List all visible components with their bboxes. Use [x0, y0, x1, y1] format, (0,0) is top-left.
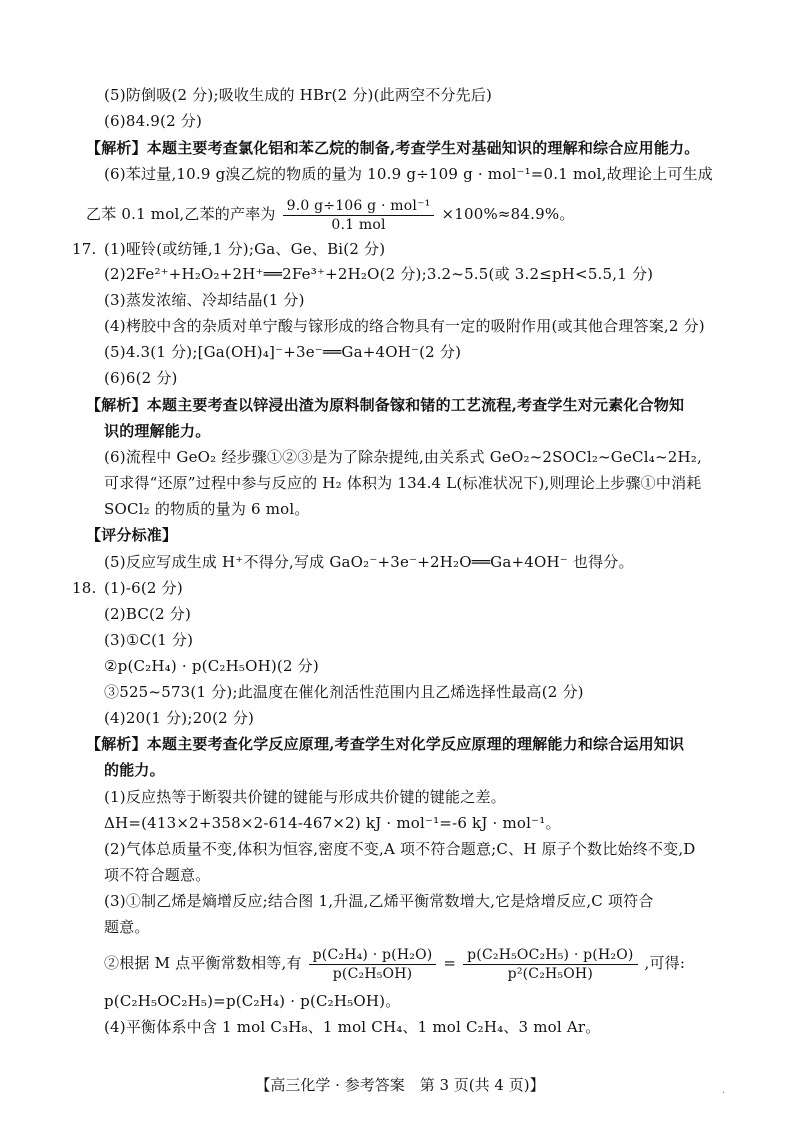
q16-part6: (6)84.9(2 分): [104, 112, 203, 130]
q17-grading-heading: 【评分标准】: [86, 526, 178, 544]
q18-part3-3: ③525~573(1 分);此温度在催化剂活性范围内且乙烯选择性最高(2 分): [104, 683, 584, 701]
q16-analysis-text: (6)苯过量,10.9 g溴乙烷的物质的量为 10.9 g÷109 g · mol⁻¹=0.1 mol,故理论上可生成: [104, 165, 713, 183]
q18-part3-1: (3)①C(1 分): [104, 631, 194, 649]
q17-analysis-heading: 【解析】本题主要考查以锌浸出渣为原料制备镓和锗的工艺流程,考查学生对元素化合物知: [86, 396, 685, 414]
q17-part2: (2)2Fe²⁺+H₂O₂+2H⁺══2Fe³⁺+2H₂O(2 分);3.2~5.5(或 3.2≤pH<5.5,1 分): [104, 265, 654, 283]
q17-part3: (3)蒸发浓缩、冷却结晶(1 分): [104, 291, 305, 309]
q18-analysis-3-cont: 题意。: [104, 918, 150, 936]
q18-analysis-1: (1)反应热等于断裂共价键的键能与形成共价键的键能之差。: [104, 788, 506, 806]
q17-part5: (5)4.3(1 分);[Ga(OH)₄]⁻+3e⁻══Ga+4OH⁻(2 分): [104, 343, 462, 361]
q17-part1: (1)哑铃(或纺锤,1 分);Ga、Ge、Bi(2 分): [104, 240, 386, 258]
q16-yield-line: 乙苯 0.1 mol,乙苯的产率为 $\frac{\text{9.0 g÷106 g · mol⁻¹}}{\text{0.1 mol}}$ ×100%≈84.9%。: [86, 197, 575, 233]
q18-number: 18.: [72, 579, 97, 597]
q18-analysis-4: (4)平衡体系中含 1 mol C₃H₈、1 mol CH₄、1 mol C₂H₄、3 mol Ar。: [104, 1018, 601, 1036]
page-footer: 【高三化学 · 参考答案 第 3 页(共 4 页)】: [255, 1076, 545, 1094]
q18-kp-result: p(C₂H₅OC₂H₅)=p(C₂H₄) · p(C₂H₅OH)。: [104, 992, 401, 1010]
q18-part1: (1)-6(2 分): [104, 579, 183, 597]
page-mark: ·: [722, 1088, 726, 1099]
q17-analysis-line1: (6)流程中 GeO₂ 经步骤①②③是为了除杂提纯,由关系式 GeO₂~2SOCl₂~GeCl₄~2H₂,: [104, 448, 702, 466]
q16-part5: (5)防倒吸(2 分);吸收生成的 HBr(2 分)(此两空不分先后): [104, 86, 493, 104]
q18-analysis-2-cont: 项不符合题意。: [104, 866, 211, 884]
yield-fraction: $\frac{\text{9.0 g÷106 g · mol⁻¹}}{\text{0.1 mol}}$: [283, 197, 435, 234]
q18-analysis-2: (2)气体总质量不变,体积为恒容,密度不变,A 项不符合题意;C、H 原子个数比始终不变,D: [104, 840, 696, 858]
q17-number: 17.: [72, 240, 97, 258]
kp-fraction-2: $\frac{\text{p(C₂H₅OC₂H₅) · p(H₂O)}}{\text{p²(C₂H₅OH)}}$: [463, 946, 637, 983]
q17-analysis-line2: 可求得“还原”过程中参与反应的 H₂ 体积为 134.4 L(标准状况下),则理论上步骤①中消耗: [104, 474, 702, 492]
q18-kp-line: ②根据 M 点平衡常数相等,有 $\frac{\text{p(C₂H₄) · p(H₂O)}}{\text{p(C₂H₅OH)}}$ = $\frac{\text{p(C₂H₅OC₂H₅) · p(H₂O)}}{\text{p²(C₂H₅OH)}}$ ,可得:: [104, 946, 686, 982]
kp-fraction-1: $\frac{\text{p(C₂H₄) · p(H₂O)}}{\text{p(C₂H₅OH)}}$: [309, 946, 437, 983]
q17-grading-text: (5)反应写成生成 H⁺不得分,写成 GaO₂⁻+3e⁻+2H₂O══Ga+4OH⁻ 也得分。: [104, 553, 634, 571]
q18-analysis-heading-cont: 的能力。: [104, 761, 165, 779]
q17-analysis-line3: SOCl₂ 的物质的量为 6 mol。: [104, 500, 310, 518]
q17-analysis-heading-cont: 识的理解能力。: [104, 422, 211, 440]
q18-analysis-dH: ΔH=(413×2+358×2-614-467×2) kJ · mol⁻¹=-6 kJ · mol⁻¹。: [104, 814, 561, 832]
q17-part4: (4)栲胶中含的杂质对单宁酸与镓形成的络合物具有一定的吸附作用(或其他合理答案,2 分): [104, 317, 705, 335]
q17-part6: (6)6(2 分): [104, 369, 178, 387]
q18-part3-2: ②p(C₂H₄) · p(C₂H₅OH)(2 分): [104, 657, 319, 675]
q18-analysis-3: (3)①制乙烯是熵增反应;结合图 1,升温,乙烯平衡常数增大,它是焓增反应,C 项符合: [104, 892, 654, 910]
q18-analysis-heading: 【解析】本题主要考查化学反应原理,考查学生对化学反应原理的理解能力和综合运用知识: [86, 735, 685, 753]
q18-part2: (2)BC(2 分): [104, 605, 192, 623]
q18-part4: (4)20(1 分);20(2 分): [104, 709, 255, 727]
q16-analysis-heading: 【解析】本题主要考查氯化铝和苯乙烷的制备,考查学生对基础知识的理解和综合应用能力。: [86, 139, 700, 157]
